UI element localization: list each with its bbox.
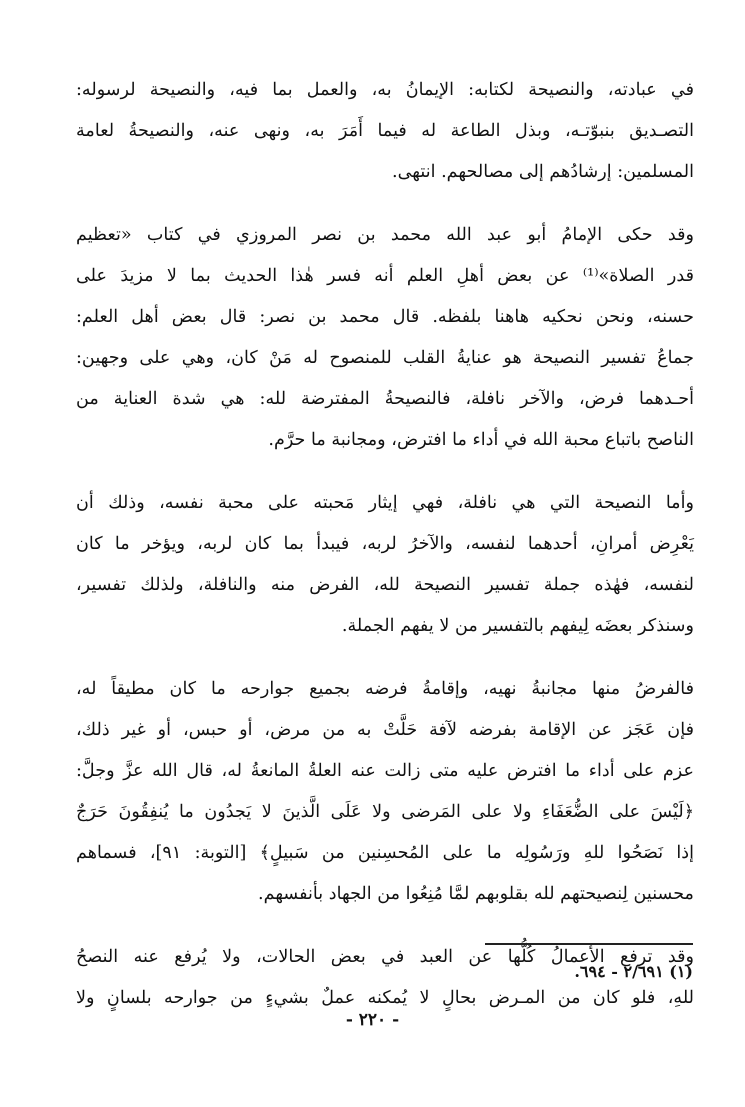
paragraph-1: [76, 70, 694, 193]
text-line: لنفسه، فهٰذه جملة تفسير النصيحة لله، الفرض منه والنافلة، ولذلك تفسير،: [76, 575, 694, 595]
text-line: الناصح باتباع محبة الله في أداء ما افترض، ومجانبة ما حرَّم.: [268, 430, 694, 450]
quran-verse-line: إذا نَصَحُوا للهِ ورَسُولِه ما على المُحسِنين من سَبيلٍ﴾ [التوبة: ٩١]، فسماهم: [76, 843, 694, 863]
text-line: المسلمين: إرشادُهم إلى مصالحهم. انتهى.: [392, 162, 694, 182]
page-number: - ٢٢٠ -: [345, 1010, 400, 1030]
text-line: محسنين لِنصيحتهم لله بقلوبهم لمَّا مُنِعُوا من الجهاد بأنفسهم.: [258, 884, 694, 904]
page-body: [76, 70, 694, 1041]
text-line: في عبادته، والنصيحة لكتابه: الإيمانُ به، والعمل بما فيه، والنصيحة لرسوله:: [76, 80, 694, 100]
text-line: وقد ترفع الأعمالُ كُلُّها عن العبد في بعض الحالات، ولا يُرفع عنه النصحُ: [76, 947, 694, 967]
paragraph-3: [76, 483, 694, 647]
text-line: جماعُ تفسير النصيحة هو عنايةُ القلب للمنصوح له مَنْ كان، وهي على وجهين:: [76, 348, 694, 368]
text-line: وسنذكر بعضَه لِيفهم بالتفسير من لا يفهم الجملة.: [341, 616, 694, 636]
text-line: أحـدهما فرض، والآخر نافلة، فالنصيحةُ المفترضة لله: هي شدة العناية من: [76, 389, 694, 409]
text-line: فإن عَجَز عن الإقامة بفرضه لآفة حَلَّتْ به من مرض، أو حبس، أو غير ذلك،: [76, 720, 694, 740]
text-line: فالفرضُ منها مجانبةُ نهيه، وإقامةُ فرضه بجميع جوارحه ما كان مطيقاً له،: [76, 679, 694, 699]
quran-verse-line: ﴿لَيْسَ على الضُّعَفَاءِ ولا على المَرضى ولا عَلَى الَّذينَ لا يَجدُون ما يُنفِقُونَ حَرَجٌ: [76, 802, 694, 822]
text-line: قدر الصلاة»⁽¹⁾ عن بعض أهلِ العلم أنه فسر هٰذا الحديث بما لا مزيدَ على: [76, 266, 694, 286]
paragraph-2: [76, 215, 694, 461]
text-line: للهِ، فلو كان من المـرض بحالٍ لا يُمكنه عملٌ بشيءٍ من جوارحه بلسانٍ ولا: [76, 988, 694, 1008]
paragraph-4: [76, 669, 694, 915]
text-line: التصـديق بنبوّتـه، وبذل الطاعة له فيما أَمَرَ به، ونهى عنه، والنصيحةُ لعامة: [76, 121, 694, 141]
text-line: عزم على أداء ما افترض عليه متى زالت عنه العلةُ المانعةُ له، قال الله عزَّ وجلَّ:: [76, 761, 694, 781]
text-line: وأما النصيحة التي هي نافلة، فهي إيثار مَحبته على محبة نفسه، وذلك أن: [76, 493, 694, 513]
text-line: حسنه، ونحن نحكيه هاهنا بلفظه. قال محمد بن نصر: قال بعض أهل العلم:: [76, 307, 694, 327]
footnote: (١) ٢/٦٩١ - ٦٩٤.: [574, 962, 693, 981]
footnote-divider: [485, 943, 693, 945]
text-line: يَعْرِض أمرانِ، أحدهما لنفسه، والآخرُ لربه، فيبدأ بما كان لربه، ويؤخر ما كان: [76, 534, 694, 554]
text-line: وقد حكى الإمامُ أبو عبد الله محمد بن نصر المروزي في كتاب «تعظيم: [76, 225, 694, 245]
